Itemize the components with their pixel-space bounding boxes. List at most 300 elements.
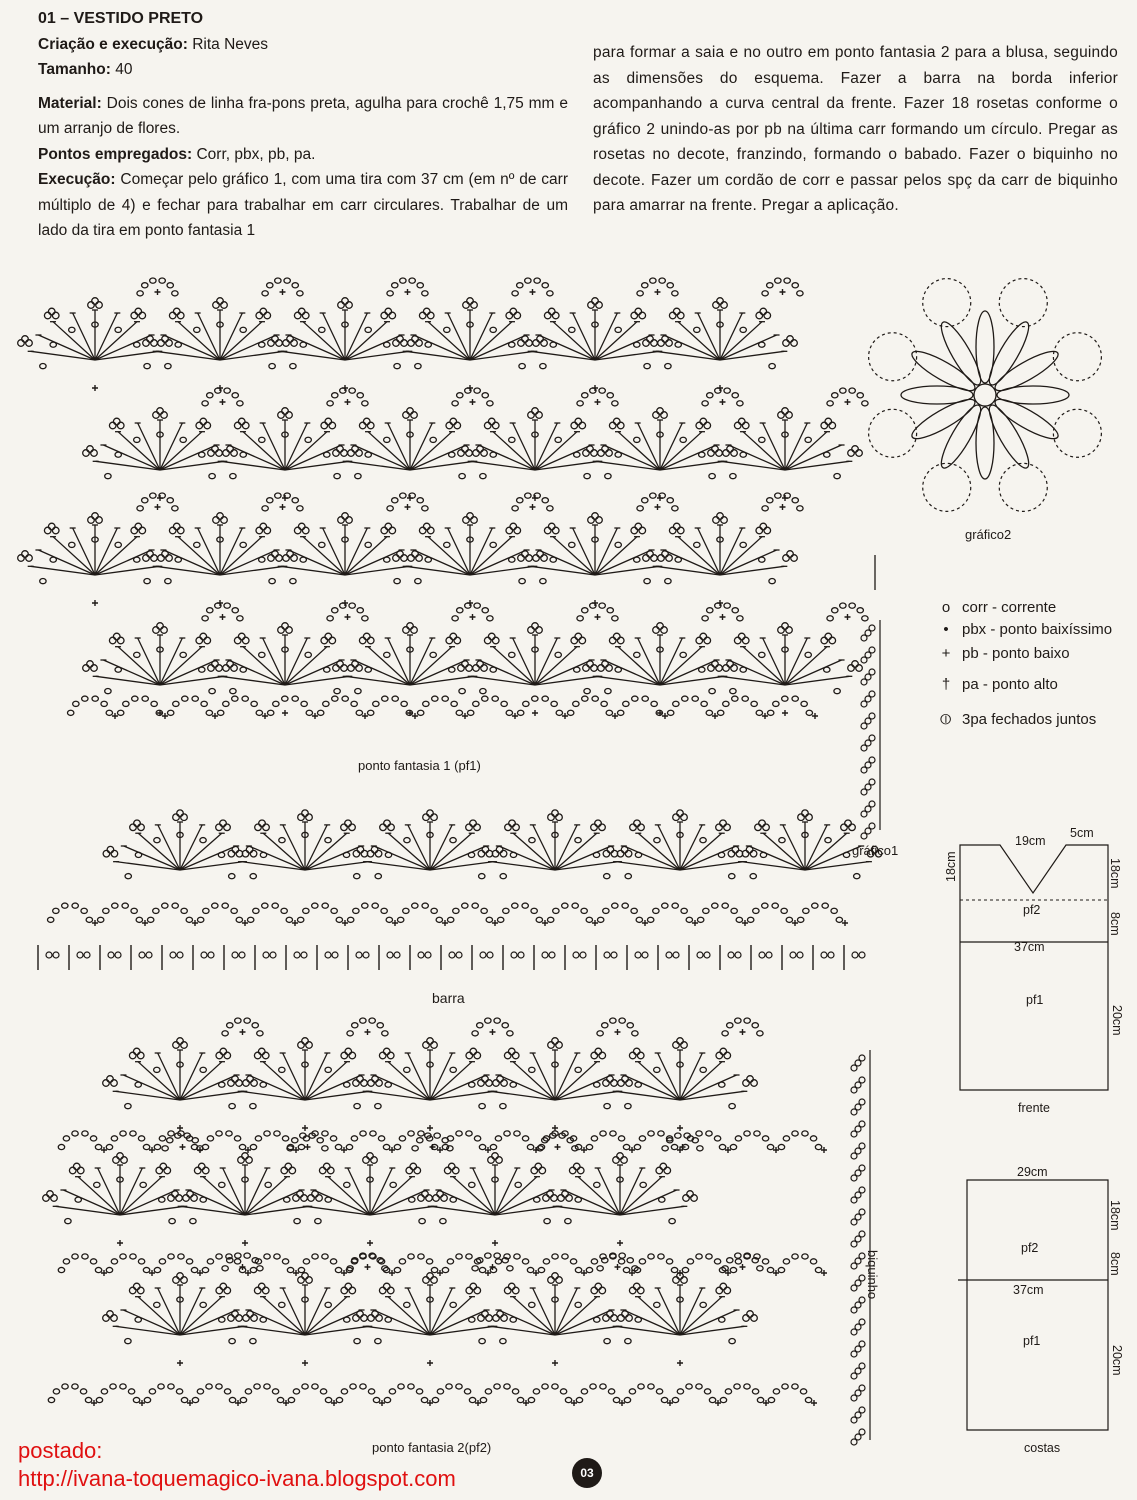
- base-chain: [704, 952, 710, 958]
- picot-chain: [411, 412, 418, 419]
- scallop-chain: [131, 908, 137, 913]
- picot-chain: [621, 1157, 628, 1164]
- scallop-chain: [581, 1389, 587, 1394]
- top-chain-arch: [222, 1266, 228, 1271]
- picot-chain: [717, 298, 724, 305]
- top-chain-arch: [317, 1138, 323, 1143]
- base-chain: [700, 838, 706, 843]
- picot-chain: [548, 1042, 555, 1049]
- double-crochet-stitch: [573, 528, 595, 575]
- base-chain: [580, 952, 586, 958]
- scallop-chain: [272, 1389, 278, 1394]
- picot-chain: [246, 1157, 253, 1164]
- double-crochet-stitch: [120, 1168, 142, 1215]
- base-chain: [604, 1339, 610, 1344]
- picot-chain: [423, 814, 430, 821]
- picot-chain: [342, 298, 349, 305]
- picot-chain: [151, 340, 158, 347]
- picot-chain: [848, 450, 855, 457]
- top-chain-arch: [525, 278, 531, 283]
- base-chain: [279, 1302, 285, 1307]
- scallop-chain: [159, 1136, 165, 1141]
- top-chain-arch: [832, 608, 838, 613]
- picot-chain: [298, 814, 305, 821]
- back-lower-height: 20cm: [1110, 1345, 1124, 1376]
- base-chain: [229, 1104, 235, 1109]
- base-chain: [139, 952, 145, 958]
- top-chain-arch: [702, 616, 708, 621]
- picot-chain: [254, 1287, 261, 1294]
- picot-chain: [660, 1163, 667, 1170]
- scallop-chain: [373, 1397, 379, 1402]
- top-chain-arch: [662, 1146, 668, 1151]
- scallop-chain: [485, 1389, 491, 1394]
- picot-chain: [368, 1080, 375, 1087]
- top-chain-arch: [207, 393, 213, 398]
- picot-chain: [260, 523, 267, 530]
- top-chain-arch: [627, 1023, 633, 1028]
- picot-chain: [389, 527, 396, 534]
- picot-chain: [363, 1157, 370, 1164]
- scallop-chain: [432, 1397, 438, 1402]
- picot-chain: [851, 1087, 857, 1093]
- picot-chain: [172, 1191, 179, 1198]
- double-crochet-stitch: [720, 313, 742, 360]
- base-chain: [728, 952, 734, 958]
- picot-chain: [764, 312, 771, 319]
- scallop-chain: [426, 1259, 432, 1264]
- picot-chain: [302, 1273, 309, 1280]
- base-chain: [169, 1219, 175, 1224]
- double-crochet-stitch: [763, 423, 785, 470]
- back-band-height: 8cm: [1108, 1252, 1122, 1276]
- scallop-chain: [392, 696, 398, 701]
- scallop-chain: [631, 908, 637, 913]
- scallop-chain: [168, 1254, 174, 1259]
- scallop-chain: [201, 701, 207, 706]
- top-chain-arch: [792, 498, 798, 503]
- base-chain: [634, 652, 640, 657]
- base-chain: [154, 838, 160, 843]
- scallop-chain: [466, 1254, 472, 1259]
- single-crochet-mark: [177, 1125, 183, 1131]
- picot-chain: [397, 551, 404, 558]
- picot-chain: [638, 824, 645, 831]
- picot-chain: [220, 1048, 227, 1055]
- picot-chain: [639, 312, 646, 319]
- base-chain: [229, 874, 235, 879]
- base-chain: [125, 874, 131, 879]
- picot-chain: [609, 637, 616, 644]
- scallop-chain: [613, 1397, 619, 1402]
- picot-chain: [851, 1307, 857, 1313]
- scallop-chain: [216, 1254, 222, 1259]
- picot-chain: [103, 1315, 110, 1322]
- base-chain: [555, 652, 561, 657]
- base-chain: [555, 437, 561, 442]
- top-chain-arch: [547, 291, 553, 296]
- picot-chain: [217, 298, 224, 305]
- single-crochet-mark: [220, 399, 226, 405]
- double-crochet-stitch: [95, 528, 117, 575]
- top-chain-arch: [434, 1133, 440, 1138]
- double-crochet-stitch: [73, 528, 95, 575]
- picot-chain: [856, 450, 863, 457]
- double-crochet-stitch: [660, 423, 682, 470]
- picot-chain: [656, 1167, 663, 1174]
- top-chain-arch: [162, 1146, 168, 1151]
- base-chain: [390, 1182, 396, 1187]
- scallop-chain: [138, 1259, 144, 1264]
- top-chain-arch: [387, 506, 393, 511]
- scallop-chain: [686, 917, 692, 922]
- rosette-center: [974, 384, 996, 406]
- scallop-chain: [416, 1389, 422, 1394]
- picot-chain: [756, 527, 763, 534]
- top-chain-arch: [857, 608, 863, 613]
- stitches-label: Pontos empregados:: [38, 145, 193, 163]
- picot-chain: [83, 450, 90, 457]
- picot-chain: [281, 1167, 288, 1174]
- scallop-chain: [697, 917, 703, 922]
- scallop-chain: [556, 710, 562, 715]
- picot-chain: [474, 1052, 481, 1059]
- base-chain: [305, 437, 311, 442]
- picot-chain: [349, 824, 356, 831]
- scallop-chain: [197, 917, 203, 922]
- picot-chain: [444, 1167, 451, 1174]
- double-crochet-stitch: [658, 825, 680, 870]
- picot-chain: [238, 633, 245, 640]
- picot-chain: [338, 517, 345, 524]
- base-chain: [490, 327, 496, 332]
- picot-chain: [852, 446, 859, 453]
- scallop-chain: [262, 903, 268, 908]
- scallop-chain: [797, 917, 803, 922]
- picot-chain: [708, 665, 715, 672]
- base-chain: [115, 542, 121, 547]
- scallop-chain: [552, 1254, 558, 1259]
- picot-chain: [423, 1042, 430, 1049]
- scallop-chain: [398, 1384, 404, 1389]
- picot-chain: [666, 340, 673, 347]
- base-chain: [315, 1219, 321, 1224]
- double-crochet-stitch: [220, 528, 242, 575]
- single-crochet-mark: [530, 504, 536, 510]
- scallop-chain: [632, 696, 638, 701]
- double-crochet-stitch: [158, 1053, 180, 1100]
- scallop-chain: [514, 1254, 520, 1259]
- base-chain: [642, 952, 648, 958]
- base-chain: [319, 327, 325, 332]
- top-chain-arch: [232, 393, 238, 398]
- base-chain: [500, 1104, 506, 1109]
- picot-chain: [181, 1042, 188, 1049]
- scallop-chain: [536, 917, 542, 922]
- creation-label: Criação e execução:: [38, 35, 188, 53]
- single-crochet-mark: [92, 385, 98, 391]
- base-chain: [430, 437, 436, 442]
- base-chain: [40, 579, 46, 584]
- picot-chain: [337, 446, 344, 453]
- base-chain: [105, 474, 111, 479]
- scallop-chain: [533, 1389, 539, 1394]
- picot-chain: [276, 555, 283, 562]
- picot-chain: [734, 637, 741, 644]
- picot-chain: [598, 450, 605, 457]
- picot-chain: [291, 340, 298, 347]
- picot-chain: [204, 637, 211, 644]
- picot-chain: [367, 1153, 374, 1160]
- double-crochet-stitch: [285, 423, 307, 470]
- base-chain: [270, 952, 276, 958]
- picot-chain: [575, 418, 582, 425]
- scallop-chain: [734, 1384, 740, 1389]
- scallop-chain: [273, 701, 279, 706]
- picot-chain: [704, 637, 711, 644]
- picot-chain: [861, 701, 867, 707]
- base-chain: [325, 952, 331, 958]
- top-chain-arch: [412, 1146, 418, 1151]
- scallop-chain: [82, 1254, 88, 1259]
- base-chain: [529, 838, 535, 843]
- top-chain-arch: [494, 1018, 500, 1023]
- double-crochet-stitch: [513, 423, 535, 470]
- picot-chain: [353, 1315, 360, 1322]
- scallop-chain: [397, 917, 403, 922]
- scallop-chain: [495, 1136, 501, 1141]
- picot-chain: [216, 665, 223, 672]
- base-chain: [519, 579, 525, 584]
- scallop-chain: [267, 710, 273, 715]
- picot-chain: [510, 523, 517, 530]
- scallop-chain: [282, 696, 288, 701]
- top-chain-arch: [517, 283, 523, 288]
- top-chain-arch: [697, 1146, 703, 1151]
- picot-chain: [508, 1283, 515, 1290]
- picot-chain: [48, 523, 55, 530]
- base-chain: [509, 437, 515, 442]
- picot-chain: [543, 1195, 550, 1202]
- top-chain-arch: [582, 608, 588, 613]
- base-chain: [208, 952, 214, 958]
- rosette-outer-loop: [923, 279, 971, 327]
- single-crochet-mark: [405, 289, 411, 295]
- base-chain: [644, 364, 650, 369]
- base-chain: [479, 1104, 485, 1109]
- picot-chain: [786, 627, 793, 634]
- top-chain-arch: [862, 616, 868, 621]
- top-chain-arch: [857, 393, 863, 398]
- scallop-chain: [768, 1397, 774, 1402]
- scallop-chain: [792, 696, 798, 701]
- picot-chain: [528, 412, 535, 419]
- scallop-chain: [757, 1397, 763, 1402]
- base-chain: [805, 437, 811, 442]
- base-chain: [487, 952, 493, 958]
- scallop-chain: [236, 917, 242, 922]
- scallop-chain: [634, 1144, 640, 1149]
- scallop-chain: [542, 1384, 548, 1389]
- scallop-chain: [282, 1136, 288, 1141]
- scallop-chain: [72, 903, 78, 908]
- picot-chain: [177, 810, 184, 817]
- biquinho-caption: biquinho: [865, 1250, 880, 1300]
- picot-chain: [356, 665, 363, 672]
- picot-chain: [618, 1315, 625, 1322]
- blog-link[interactable]: http://ivana-toquemagico-ivana.blogspot.com: [18, 1466, 456, 1491]
- scallop-chain: [638, 1384, 644, 1389]
- picot-chain: [262, 1287, 269, 1294]
- picot-chain: [673, 814, 680, 821]
- top-chain-arch: [494, 1253, 500, 1258]
- base-chain: [459, 474, 465, 479]
- double-crochet-stitch: [283, 1288, 305, 1335]
- picot-chain: [743, 1080, 750, 1087]
- scallop-chain: [351, 1136, 357, 1141]
- picot-chain: [302, 810, 309, 817]
- picot-chain: [786, 412, 793, 419]
- picot-chain: [721, 302, 728, 309]
- scallop-chain: [322, 903, 328, 908]
- picot-chain: [510, 308, 517, 315]
- base-chain: [605, 689, 611, 694]
- scallop-chain: [130, 1131, 136, 1136]
- rosette-petal: [908, 345, 979, 397]
- scallop-chain: [403, 908, 409, 913]
- double-crochet-stitch: [98, 1168, 120, 1215]
- material-label: Material:: [38, 94, 102, 112]
- top-chain-arch: [507, 1266, 513, 1271]
- picot-chain: [92, 513, 99, 520]
- scallop-chain: [482, 696, 488, 701]
- picot-chain: [571, 637, 578, 644]
- top-chain-arch: [257, 1031, 263, 1036]
- single-crochet-mark: [615, 1264, 621, 1270]
- picot-chain: [196, 422, 203, 429]
- scallop-chain: [224, 1389, 230, 1394]
- picot-chain: [107, 1311, 114, 1318]
- scallop-chain: [492, 696, 498, 701]
- picot-chain: [704, 422, 711, 429]
- scallop-chain: [62, 1384, 68, 1389]
- picot-chain: [22, 551, 29, 558]
- top-chain-arch: [707, 608, 713, 613]
- scallop-chain: [302, 1384, 308, 1389]
- scallop-chain: [95, 1267, 101, 1272]
- double-crochet-stitch: [180, 825, 202, 870]
- top-chain-arch: [737, 616, 743, 621]
- picot-chain: [721, 517, 728, 524]
- top-chain-arch: [142, 283, 148, 288]
- picot-chain: [760, 308, 767, 315]
- front-shoulder: 5cm: [1070, 826, 1094, 840]
- scallop-chain: [677, 1389, 683, 1394]
- picot-chain: [617, 1153, 624, 1160]
- picot-chain: [528, 627, 535, 634]
- picot-chain: [117, 1153, 124, 1160]
- picot-chain: [463, 302, 470, 309]
- scallop-chain: [815, 1267, 821, 1272]
- top-chain-arch: [400, 493, 406, 498]
- picot-chain: [342, 513, 349, 520]
- double-crochet-stitch: [408, 1288, 430, 1335]
- picot-chain: [658, 555, 665, 562]
- scallop-chain: [756, 710, 762, 715]
- top-chain-arch: [167, 498, 173, 503]
- picot-chain: [406, 1167, 413, 1174]
- picot-chain: [677, 810, 684, 817]
- top-chain-arch: [167, 283, 173, 288]
- picot-chain: [137, 1287, 144, 1294]
- double-crochet-stitch: [138, 638, 160, 685]
- base-chain: [259, 437, 265, 442]
- base-chain: [469, 1182, 475, 1187]
- top-chain-arch: [237, 401, 243, 406]
- base-chain: [356, 952, 362, 958]
- top-chain-arch: [597, 1266, 603, 1271]
- picot-chain: [681, 1277, 688, 1284]
- base-chain: [444, 542, 450, 547]
- base-chain: [859, 952, 865, 958]
- picot-chain: [496, 1157, 503, 1164]
- picot-chain: [742, 422, 749, 429]
- picot-chain: [848, 665, 855, 672]
- top-chain-arch: [392, 498, 398, 503]
- picot-chain: [851, 1197, 857, 1203]
- scallop-chain: [610, 1131, 616, 1136]
- double-crochet-stitch: [430, 1053, 452, 1100]
- picot-chain: [599, 1287, 606, 1294]
- picot-chain: [251, 1315, 258, 1322]
- scallop-chain: [347, 917, 353, 922]
- single-crochet-mark: [532, 710, 538, 716]
- base-chain: [40, 364, 46, 369]
- scallop-chain: [90, 1259, 96, 1264]
- base-chain: [230, 689, 236, 694]
- front-waist-width: 37cm: [1014, 940, 1045, 954]
- picot-chain: [591, 665, 598, 672]
- picot-chain: [851, 1175, 857, 1181]
- picot-chain: [388, 824, 395, 831]
- picot-chain: [446, 637, 453, 644]
- picot-chain: [723, 450, 730, 457]
- picot-chain: [488, 418, 495, 425]
- picot-chain: [596, 517, 603, 524]
- top-chain-arch: [332, 393, 338, 398]
- top-chain-arch: [485, 1018, 491, 1023]
- scallop-chain: [597, 917, 603, 922]
- picot-chain: [851, 1285, 857, 1291]
- scallop-chain: [181, 1397, 187, 1402]
- top-chain-arch: [577, 616, 583, 621]
- scallop-chain: [331, 908, 337, 913]
- front-height-right: 18cm: [1108, 858, 1122, 889]
- base-chain: [177, 952, 183, 958]
- scallop-chain: [762, 1259, 768, 1264]
- scallop-chain: [736, 917, 742, 922]
- scallop-chain: [287, 1267, 293, 1272]
- picot-chain: [387, 1052, 394, 1059]
- single-crochet-mark: [780, 289, 786, 295]
- base-chain: [144, 364, 150, 369]
- scallop-chain: [264, 1254, 270, 1259]
- picot-chain: [294, 312, 301, 319]
- picot-chain: [232, 1311, 239, 1318]
- base-chain: [108, 952, 114, 958]
- legend-item: † pa - ponto alto: [930, 676, 1058, 693]
- scallop-chain: [97, 917, 103, 922]
